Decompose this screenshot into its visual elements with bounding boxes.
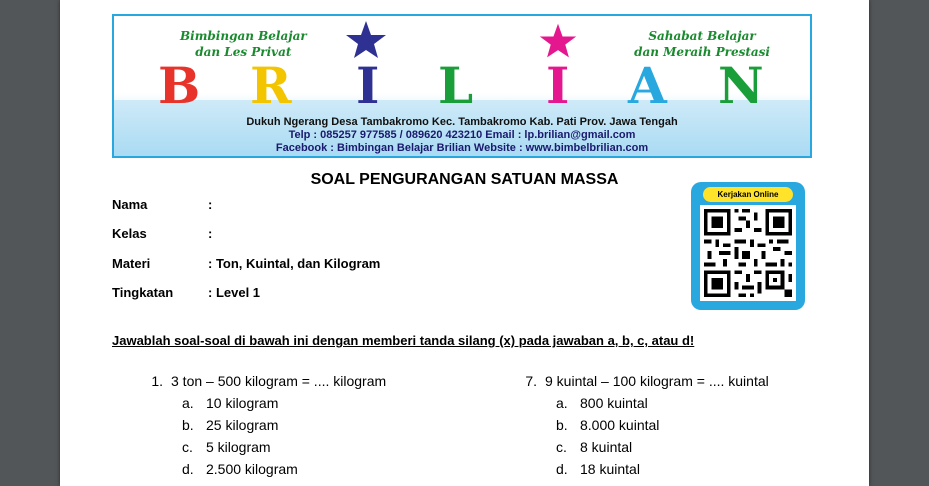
left-tagline-line-2: dan Les Privat bbox=[195, 45, 292, 59]
contact-block bbox=[114, 116, 810, 155]
question-text: 3 ton – 500 kilogram = .... kilogram bbox=[171, 373, 387, 389]
option-text: 18 kuintal bbox=[580, 461, 640, 477]
option-text: 2.500 kilogram bbox=[206, 461, 298, 477]
address-line: Dukuh Ngerang Desa Tambakromo Kec. Tambakromo Kab. Pati Prov. Jawa Tengah bbox=[246, 116, 678, 128]
field-kelas bbox=[112, 226, 212, 241]
option-text: 25 kilogram bbox=[206, 417, 279, 433]
brand-logo-brilian bbox=[158, 58, 768, 114]
option-letter: d. bbox=[556, 461, 568, 477]
field-nama bbox=[112, 197, 212, 212]
facebook-website-line: Facebook : Bimbingan Belajar Brilian Website : www.bimbelbrilian.com bbox=[275, 142, 649, 154]
field-value: : Level 1 bbox=[208, 285, 261, 300]
option-text: 8 kuintal bbox=[580, 439, 633, 455]
brand-letter-a: A bbox=[628, 56, 667, 115]
field-value: : bbox=[208, 197, 213, 212]
brand-letter-n: N bbox=[718, 56, 764, 115]
brand-letter-b: B bbox=[158, 56, 201, 115]
brand-letter-l: L bbox=[438, 56, 474, 115]
question-number: 1. bbox=[151, 373, 163, 389]
instruction-text: Jawablah soal-soal di bawah ini dengan memberi tanda silang (x) pada jawaban a, b, c, atau d! bbox=[112, 333, 695, 348]
question-number: 7. bbox=[525, 373, 537, 389]
question-1 bbox=[136, 370, 386, 480]
navy-star-icon bbox=[344, 20, 388, 60]
question-text: 9 kuintal – 100 kilogram = .... kuintal bbox=[545, 373, 769, 389]
left-tagline-line-1: Bimbingan Belajar bbox=[180, 29, 307, 43]
option-letter: c. bbox=[556, 439, 567, 455]
option-a[interactable] bbox=[556, 392, 769, 414]
option-text: 8.000 kuintal bbox=[580, 417, 660, 433]
option-text: 10 kilogram bbox=[206, 395, 279, 411]
option-c[interactable] bbox=[556, 436, 769, 458]
field-label: Kelas bbox=[112, 226, 147, 241]
brand-letter-i-2: I bbox=[546, 56, 570, 115]
option-c[interactable] bbox=[182, 436, 386, 458]
option-letter: b. bbox=[556, 417, 568, 433]
question-7 bbox=[510, 370, 769, 480]
pink-star-icon bbox=[538, 22, 578, 60]
question-stem bbox=[510, 370, 769, 392]
brand-letter-r: R bbox=[250, 56, 292, 115]
field-value: : bbox=[208, 226, 213, 241]
document-page bbox=[60, 0, 869, 486]
right-tagline-line-2: dan Meraih Prestasi bbox=[634, 45, 770, 59]
online-qr-card[interactable] bbox=[691, 182, 805, 310]
option-text: 5 kilogram bbox=[206, 439, 271, 455]
option-a[interactable] bbox=[182, 392, 386, 414]
option-letter: a. bbox=[556, 395, 568, 411]
phone-email-line: Telp : 085257 977585 / 089620 423210 Email : lp.brilian@gmail.com bbox=[288, 129, 636, 141]
field-tingkatan bbox=[112, 285, 260, 300]
option-d[interactable] bbox=[182, 458, 386, 480]
header-banner bbox=[112, 14, 812, 158]
option-d[interactable] bbox=[556, 458, 769, 480]
question-stem bbox=[136, 370, 386, 392]
kerjakan-online-label: Kerjakan Online bbox=[703, 187, 793, 202]
right-tagline-line-1: Sahabat Belajar bbox=[648, 29, 756, 43]
option-letter: b. bbox=[182, 417, 194, 433]
qr-code-icon bbox=[700, 205, 796, 301]
brand-letter-i: I bbox=[356, 56, 380, 115]
option-letter: a. bbox=[182, 395, 194, 411]
field-label: Tingkatan bbox=[112, 285, 174, 300]
field-label: Materi bbox=[112, 256, 151, 271]
option-letter: d. bbox=[182, 461, 194, 477]
option-text: 800 kuintal bbox=[580, 395, 648, 411]
field-label: Nama bbox=[112, 197, 148, 212]
field-materi bbox=[112, 256, 380, 271]
option-b[interactable] bbox=[182, 414, 386, 436]
worksheet-title: SOAL PENGURANGAN SATUAN MASSA bbox=[310, 171, 619, 188]
option-b[interactable] bbox=[556, 414, 769, 436]
option-letter: c. bbox=[182, 439, 193, 455]
field-value: : Ton, Kuintal, dan Kilogram bbox=[208, 256, 381, 271]
